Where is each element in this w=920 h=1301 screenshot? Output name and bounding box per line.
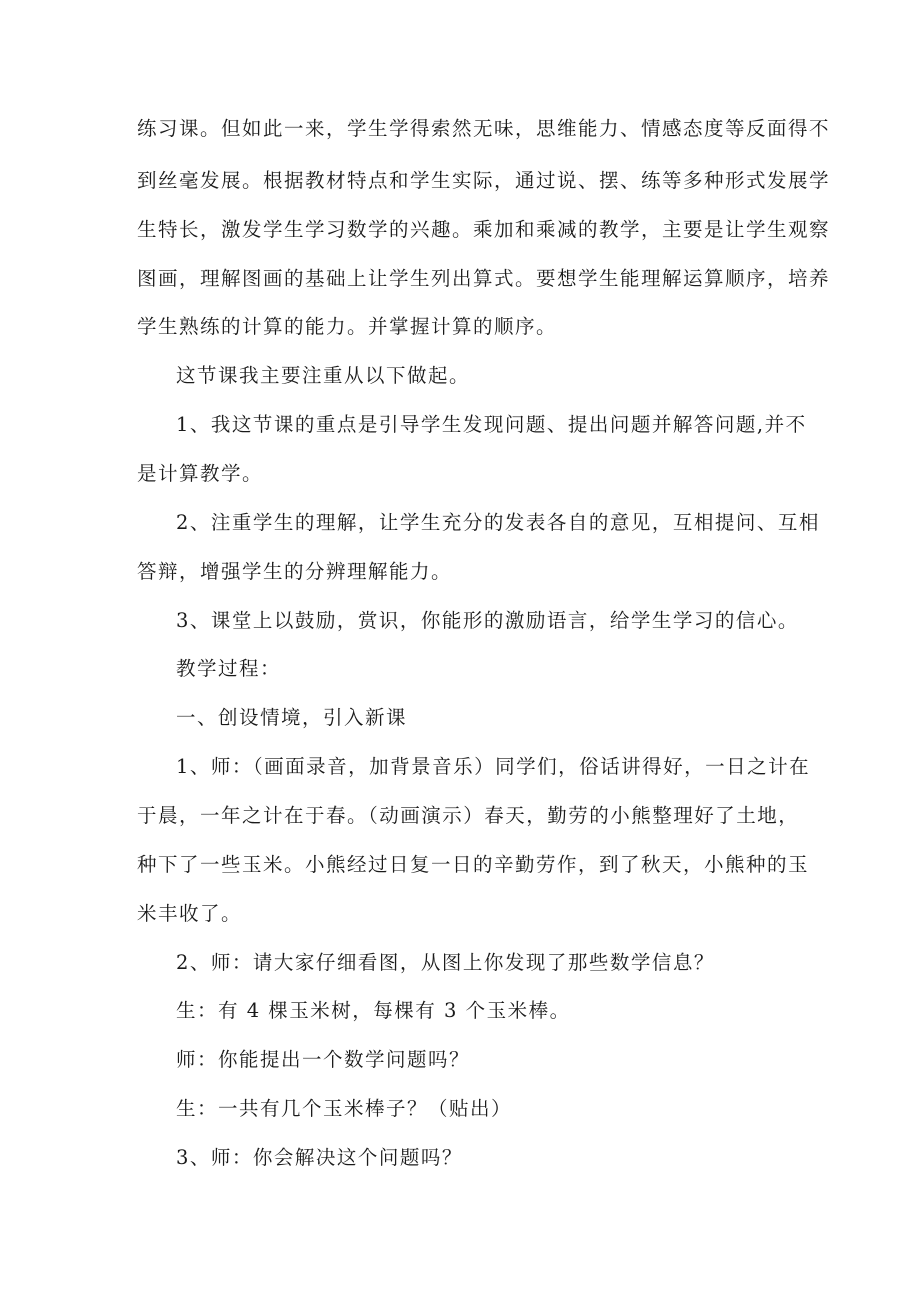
text-line: 1、我这节课的重点是引导学生发现问题、提出问题并解答问题,并不	[176, 413, 807, 436]
text-line: 米丰收了。	[137, 902, 243, 925]
text-line: 3、课堂上以鼓励，赏识，你能形的激励语言，给学生学习的信心。	[176, 609, 799, 632]
text-line: 生：有 4 棵玉米树，每棵有 3 个玉米棒。	[176, 999, 571, 1022]
section-heading: 一、创设情境，引入新课	[176, 706, 408, 729]
text-line: 这节课我主要注重从以下做起。	[176, 364, 471, 387]
text-line: 3、师：你会解决这个问题吗？	[176, 1146, 463, 1169]
text-line: 2、注重学生的理解，让学生充分的发表各自的意见，互相提问、互相	[176, 511, 820, 534]
text-line: 生：一共有几个玉米棒子？（贴出）	[176, 1097, 513, 1120]
text-line: 答辩，增强学生的分辨理解能力。	[137, 560, 453, 583]
text-line: 于晨，一年之计在于春。（动画演示）春天，勤劳的小熊整理好了土地，	[137, 804, 800, 827]
text-line: 1、师：（画面录音，加背景音乐）同学们，俗话讲得好，一日之计在	[176, 755, 811, 778]
text-line: 到丝毫发展。根据教材特点和学生实际，通过说、摆、练等多种形式发展学	[137, 169, 831, 192]
text-line: 学生熟练的计算的能力。并掌握计算的顺序。	[137, 315, 558, 338]
text-line: 种下了一些玉米。小熊经过日复一日的辛勤劳作，到了秋天，小熊种的玉	[137, 853, 810, 876]
text-line: 是计算教学。	[137, 462, 264, 485]
text-line: 练习课。但如此一来，学生学得索然无味，思维能力、情感态度等反面得不	[137, 117, 831, 140]
text-line: 生特长，激发学生学习数学的兴趣。乘加和乘减的教学，主要是让学生观察	[137, 218, 831, 241]
text-line: 2、师：请大家仔细看图，从图上你发现了那些数学信息？	[176, 951, 715, 974]
text-line: 师：你能提出一个数学问题吗？	[176, 1048, 471, 1071]
text-line: 教学过程：	[176, 657, 282, 680]
text-line: 图画，理解图画的基础上让学生列出算式。要想学生能理解运算顺序，培养	[137, 267, 831, 290]
